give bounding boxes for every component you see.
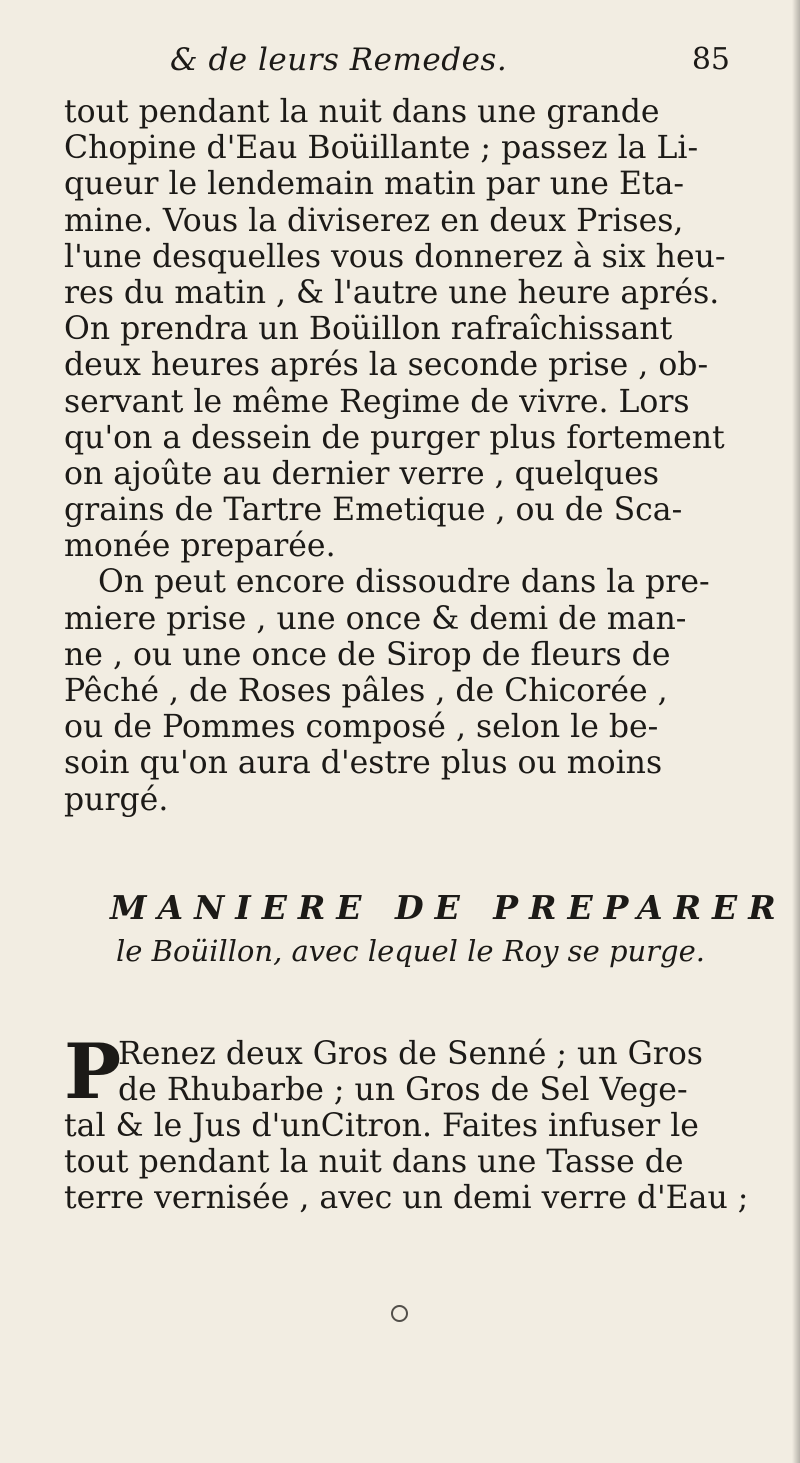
text-line: tal & le Jus d'unCitron. Faites infuser le — [64, 1108, 699, 1144]
text-line: deux heures aprés la seconde prise , ob- — [64, 347, 709, 384]
text-line: soin qu'on aura d'estre plus ou moins — [64, 745, 663, 782]
body-text — [64, 94, 794, 818]
drop-cap: P — [64, 1027, 122, 1116]
section-title: MANIERE DE PREPARER — [110, 888, 787, 927]
section-subtitle: le Boüillon, avec lequel le Roy se purge. — [116, 934, 705, 968]
text-line: On peut encore dissoudre dans la pre- — [98, 564, 710, 601]
text-line: Chopine d'Eau Boüillante ; passez la Li- — [64, 130, 699, 167]
text-line: Renez deux Gros de Senné ; un Gros — [118, 1036, 703, 1072]
text-line: purgé. — [64, 781, 169, 818]
text-line: de Rhubarbe ; un Gros de Sel Vege- — [118, 1072, 688, 1108]
text-line: mine. Vous la diviserez en deux Prises, — [64, 202, 684, 239]
text-line: grains de Tartre Emetique , ou de Sca- — [64, 492, 683, 529]
text-line: qu'on a dessein de purger plus fortement — [64, 419, 725, 456]
text-line: res du matin , & l'autre une heure aprés. — [64, 274, 720, 311]
signature-mark-icon — [391, 1305, 408, 1322]
running-head: & de leurs Remedes. — [170, 42, 508, 78]
text-line: ou de Pommes composé , selon le be- — [64, 709, 659, 746]
page-number: 85 — [691, 42, 730, 77]
text-line: On prendra un Boüillon rafraîchissant — [64, 311, 673, 348]
page-header — [170, 42, 730, 88]
text-line: ne , ou une once de Sirop de fleurs de — [64, 636, 671, 673]
text-line: terre vernisée , avec un demi verre d'Eau ; — [64, 1180, 749, 1216]
text-line: tout pendant la nuit dans une Tasse de — [64, 1144, 684, 1180]
text-line: monée preparée. — [64, 528, 336, 565]
text-line: l'une desquelles vous donnerez à six heu- — [64, 238, 726, 275]
text-line: on ajoûte au dernier verre , quelques — [64, 455, 660, 492]
text-line: miere prise , une once & demi de man- — [64, 600, 687, 637]
text-line: tout pendant la nuit dans une grande — [64, 94, 660, 130]
text-line: servant le même Regime de vivre. Lors — [64, 383, 690, 420]
text-line: Pêché , de Roses pâles , de Chicorée , — [64, 673, 668, 709]
text-line: queur le lendemain matin par une Eta- — [64, 166, 685, 203]
recipe-paragraph — [64, 1027, 794, 1216]
